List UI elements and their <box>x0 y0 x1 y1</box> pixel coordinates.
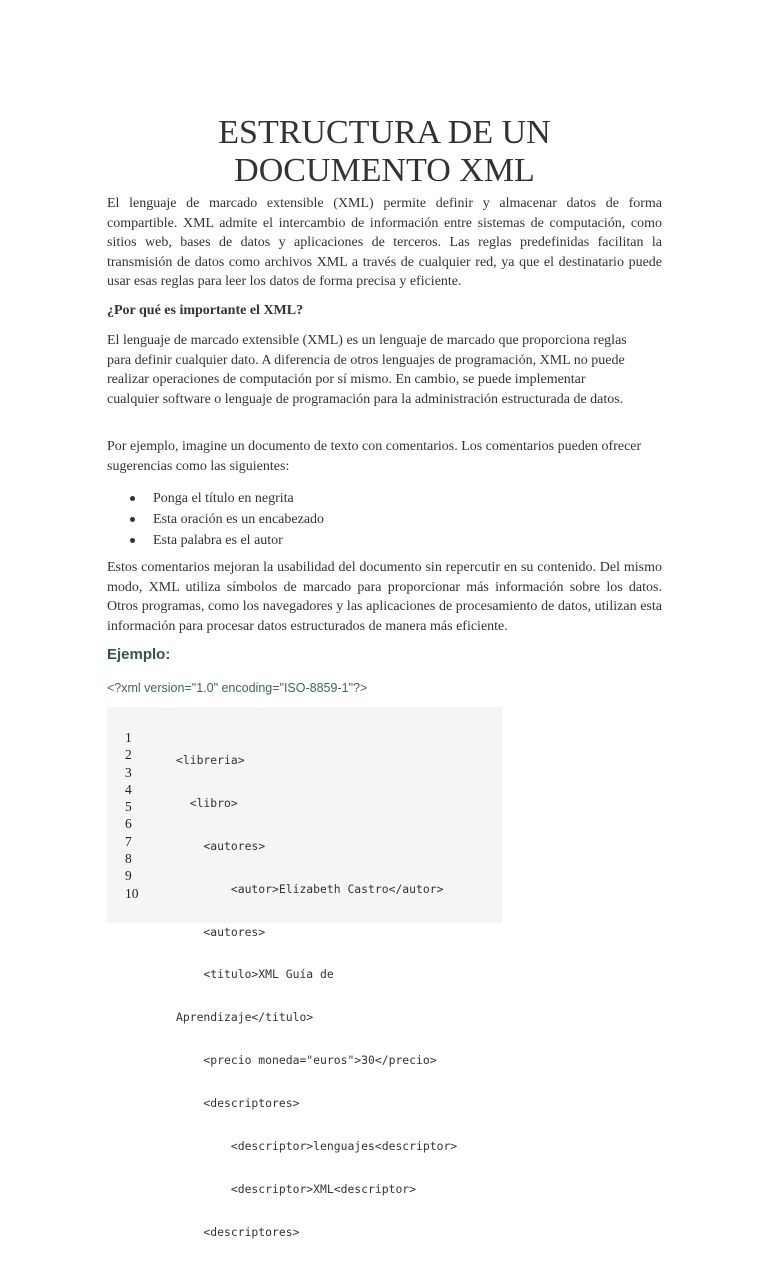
list-item: Ponga el título en negrita <box>107 488 662 509</box>
line-number: 8 <box>125 851 132 867</box>
example-intro-paragraph: Por ejemplo, imagine un documento de texto con comentarios. Los comentarios pueden ofrecer sugerencias como las siguientes: <box>107 439 642 474</box>
code-line: <descriptor>XML<descriptor> <box>176 1181 417 1196</box>
list-item: Esta palabra es el autor <box>107 530 662 551</box>
importance-paragraph: El lenguaje de marcado extensible (XML) es un lenguaje de marcado que proporciona reglas para definir cualquier dato. A diferencia de otros lenguajes de programación, XML no puede realizar operaciones de computación por sí mismo. En cambio, se puede implementar cualquier software o lenguaje de programación para la administración estructurada de datos. <box>107 333 627 407</box>
code-line: <descriptores> <box>176 1096 300 1111</box>
code-line: <libro> <box>176 795 238 810</box>
usability-paragraph: Estos comentarios mejoran la usabilidad del documento sin repercutir en su contenido. Del mismo modo, XML utiliza símbolos de marcado para proporcionar más información sobre los datos. Otros programas, como los navegadores y las aplicaciones de procesamiento de datos, utilizan esta información para procesar datos estructurados de manera más eficiente. <box>107 560 662 634</box>
section-question: ¿Por qué es importante el XML? <box>107 303 304 318</box>
line-number: 6 <box>125 816 132 832</box>
code-line: <autores> <box>176 924 266 939</box>
code-line: <descriptores> <box>176 1224 300 1239</box>
bullet-icon <box>130 517 135 522</box>
code-block <box>107 707 502 1239</box>
code-line: Aprendizaje</titulo> <box>176 1010 314 1025</box>
code-line: <descriptor>lenguajes<descriptor> <box>176 1139 458 1154</box>
line-number: 3 <box>125 764 132 780</box>
line-number: 9 <box>125 868 132 884</box>
example-heading: Ejemplo: <box>107 646 171 663</box>
line-numbers <box>125 729 149 902</box>
line-number: 10 <box>125 885 139 901</box>
xml-declaration: <?xml version="1.0" encoding="ISO-8859-1"?> <box>107 681 368 695</box>
code-line: <autor>Elizabeth Castro</autor> <box>176 881 444 896</box>
code-line: <precio moneda="euros">30</precio> <box>176 1053 437 1068</box>
document-title: ESTRUCTURA DE UN DOCUMENTO XML <box>218 114 551 189</box>
line-number: 4 <box>125 781 132 797</box>
code-line: <titulo>XML Guía de <box>176 967 334 982</box>
suggestion-list <box>107 488 662 551</box>
code-lines <box>176 725 496 1268</box>
line-number: 5 <box>125 799 132 815</box>
code-line: <libreria> <box>176 753 245 767</box>
line-number: 1 <box>125 730 132 745</box>
bullet-icon <box>130 538 135 543</box>
bullet-icon <box>130 496 135 501</box>
intro-paragraph: El lenguaje de marcado extensible (XML) permite definir y almacenar datos de forma compartible. XML admite el intercambio de información entre sistemas de computación, como sitios web, bases de datos y aplicaciones de terceros. Las reglas predefinidas facilitan la transmisión de datos como archivos XML a través de cualquier red, ya que el destinatario puede usar esas reglas para leer los datos de forma precisa y eficiente. <box>107 196 662 290</box>
list-item: Esta oración es un encabezado <box>107 509 662 530</box>
code-line: <autores> <box>176 838 266 853</box>
line-number: 7 <box>125 833 132 849</box>
line-number: 2 <box>125 747 132 763</box>
